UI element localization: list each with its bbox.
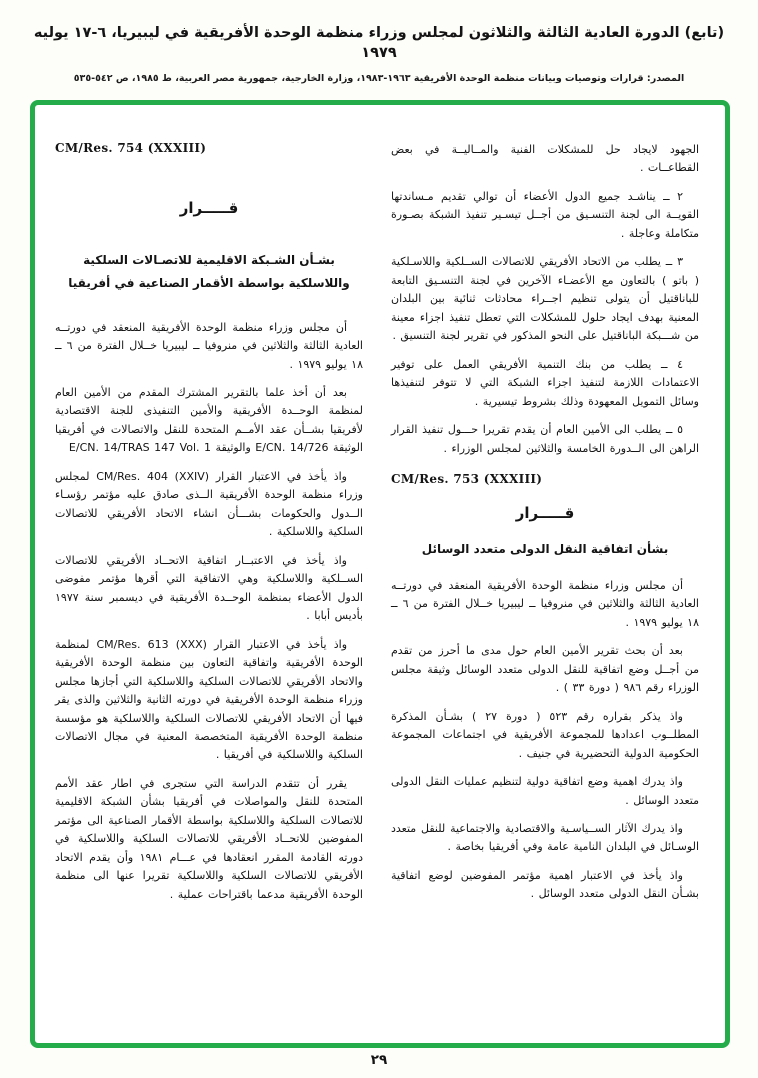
numbered-paragraph-3: ٣ ــ يطلب من الاتحاد الأفريقي للاتصالات الســلكية واللاسـلكية ( باتو ) بالتعاون مع الأعضـاء الآخرين في لجنة التنسـيق التابعة للباناقتيل أن يتولى تنظيم اجــراء محادثات ثنائية بين البلدان المعنية بهدف ايجاد حلول للمشكلات التي تعطل تنفيذ اجزاء معينة من شـــبكة الباناقتيل على النحو المذكور في تقرير لجنة التنسيق . (391, 255, 699, 343)
page-number: ٢٩ (370, 1052, 388, 1068)
paragraph: واذ يأخذ في الاعتبــار اتفاقية الاتحــاد الأفريقي للاتصالات الســلكية واللاسلكية وهي الاتفاقية التي أقرها مؤتمر مفوضى الدول الأعضاء بمنظمة الوحــدة الأفريقية في ديسمبر سنة ١٩٧٧ بأديس أبابا . (55, 553, 363, 623)
resolution-word-753: قـــــرار (515, 504, 575, 523)
paragraph: بعد أن بحث تقرير الأمين العام حول مدى ما أحرز من تقدم من أجــل وضع اتفاقية للنقل الدولى متعدد الوسائل وثيقة مجلس الوزراء رقم ٩٨٦ ( دورة ٣٣ ) . (391, 644, 699, 695)
two-column-layout (55, 141, 699, 1025)
paragraph: واذ يدرك الآثار الســياسـية والاقتصادية والاجتماعية للنقل متعدد الوسـائل في البلدان النامية عامة وفي أفريقيا بخاصة . (391, 821, 699, 854)
paragraph: واذ يأخذ في الاعتبار القرار CM/Res. 613 (XXX) لمنظمة الوحدة الأفريقية واتفاقية التعاون بين منظمة الوحدة الأفريقية والاتحاد الأفريقي للاتصالات السلكية واللاسلكية التي أجازها مجلس وزراء منظمة الوحدة الأفريقية في دورته الثانية والثلاثين والذى يقر فيها أن الاتحاد الأفريقي للاتصالات السلكية واللاسلكية هو مؤسسة منظمة الوحدة الأفريقية المتخصصة المعنية في مجال الاتصالات السلكية واللاسلكية في أفريقيا . (55, 637, 363, 762)
paragraph: بعد أن أخذ علما بالتقرير المشترك المقدم من الأمين العام لمنظمة الوحــدة الأفريقية والأمين التنفيذى للجنة الاقتصادية لأفريقيا بشــأن عقد الأمــم المتحدة للنقل والاتصالات في أفريقيا الوثيقة E/CN. 14/726 والوثيقة E/CN. 14/TRAS 147 Vol. 1 (55, 386, 363, 455)
paragraph: واذ يأخذ في الاعتبار القرار CM/Res. 404 (XXIV) لمجلس وزراء منظمة الوحدة الأفريقية الــذى صادق عليه مؤتمر رؤسـاء الــدول والحكومات بشـــأن انشاء الاتحاد الأفريقي للاتصالات السلكية واللاسلكية . (55, 469, 363, 539)
paragraph: واذ يدرك اهمية وضع اتفاقية دولية لتنظيم عمليات النقل الدولى متعدد الوسائل . (391, 775, 699, 807)
green-border-frame (30, 100, 730, 1048)
header-source-line: المصدر: قرارات وتوصيات وبيانات منظمة الوحدة الأفريقية ١٩٦٣-١٩٨٣، وزارة الخارجية، جمهورية مصر العربية، ط ١٩٨٥، ص ٥٤٢-٥٣٥ (73, 73, 685, 85)
numbered-paragraph-2: ٢ ــ يناشـد جميع الدول الأعضاء أن توالي تقديم مـساندتها القويــة الى لجنة التنسـيق من أجــل تيسـير تنفيذ الشبكة بصـورة متكاملة وعاجلة . (391, 189, 699, 240)
paragraph: واذ يذكر بقراره رقم ٥٢٣ ( دورة ٢٧ ) بشـأن المذكرة المطلــوب اعدادها للمجموعة الأفريقية في اجتماعات المجموعة الحكومية الدولية التحضيرية في جنيف . (391, 709, 699, 760)
numbered-paragraph-5: ٥ ــ يطلب الى الأمين العام أن يقدم تقريرا حـــول تنفيذ القرار الراهن الى الــدورة الخامسة والثلاثين لمجلس الوزراء . (391, 423, 699, 455)
header-title: (تابع) الدورة العادية الثالثة والثلاثون لمجلس وزراء منظمة الوحدة الأفريقية في ليبيريا، ٦-١٧ يوليه ١٩٧٩ (33, 25, 725, 61)
page-header (0, 24, 758, 84)
resolution-title-754: بشـأن الشـبكة الاقليمية للاتصـالات السلكية واللاسلكية بواسطة الأقمار الصناعية في أفريقيا (68, 253, 350, 290)
paragraph: أن مجلس وزراء منظمة الوحدة الأفريقية المنعقد في دورتــه العادية الثالثة والثلاثين في منروفيا ــ ليبيريا خــلال الفترة من ٦ ــ ١٨ يوليو ١٩٧٩ . (391, 578, 699, 629)
resolution-word-754: قـــــرار (179, 199, 239, 217)
left-column (55, 141, 363, 1025)
paragraph: أن مجلس وزراء منظمة الوحدة الأفريقية المنعقد في دورتــه العادية الثالثة والثلاثين في منروفيا ــ ليبيريا خــلال الفترة من ٦ ــ ١٨ يوليو ١٩٧٩ . (55, 320, 363, 371)
paragraph: واذ يأخذ في الاعتبار اهمية مؤتمر المفوضين لوضع اتفاقية بشـأن النقل الدولى متعدد الوسائل . (391, 868, 699, 901)
resolution-ref-754: CM/Res. 754 (XXXIII) (55, 141, 207, 155)
right-column (391, 141, 699, 1025)
resolution-title-753: بشأن اتفاقية النقل الدولى متعدد الوسائل (421, 542, 669, 557)
numbered-paragraph-4: ٤ ــ يطلب من بنك التنمية الأفريقي العمل على توفير الاعتمادات اللازمة لتنفيذ اجزاء الشبكة التي لا تتوفر لتنفيذها وسائل التمويل المعهودة وذلك بشروط تيسيرية . (391, 357, 699, 408)
paragraph: يقرر أن تتقدم الدراسة التي ستجرى في اطار عقد الأمم المتحدة للنقل والمواصلات في أفريقيا بشأن الشبكة الاقليمية للاتصالات السلكية واللاسلكية بواسطة الأقمار الصناعية الى مؤتمر المفوضين للاتحــاد الأفريقي للاتصالات السلكية واللاسلكية في دورته القادمة المقرر انعقادها في عـــام ١٩٨١ وأن يقدم الاتحاد الأفريقي للاتصالات السلكية واللاسلكية تقريرا عنها الى منظمة الوحدة الأفريقية مدعما باقتراحات عملية . (55, 776, 363, 901)
continuation-paragraph: الجهود لايجاد حل للمشكلات الفنية والمــاليــة في بعض القطاعــات . (391, 143, 699, 175)
resolution-ref-753: CM/Res. 753 (XXXIII) (391, 472, 543, 487)
